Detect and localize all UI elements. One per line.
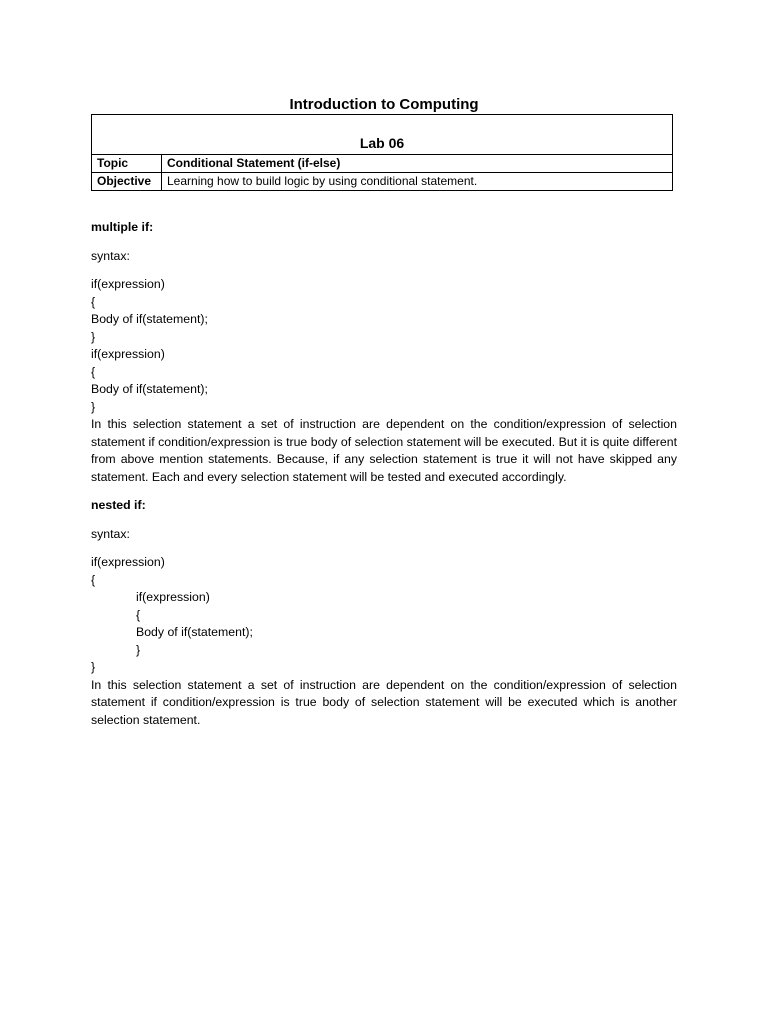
section-nested-if — [91, 497, 677, 729]
code-line: } — [91, 660, 96, 674]
code-line: if(expression) — [91, 555, 165, 569]
code-line: if(expression) — [136, 590, 210, 604]
code-line: } — [91, 329, 96, 344]
objective-label: Objective — [92, 173, 162, 191]
code-line: Body of if(statement); — [91, 312, 208, 326]
code-line: { — [91, 364, 96, 379]
topic-row — [92, 155, 673, 173]
code-block — [91, 276, 677, 416]
lab-header-table — [91, 114, 673, 191]
explanation-paragraph: In this selection statement a set of instruction are dependent on the condition/expression of selection statement if condition/expression is true body of selection statement will be executed which is another selection statement. — [91, 677, 677, 727]
code-line: if(expression) — [91, 277, 165, 291]
objective-value: Learning how to build logic by using conditional statement. — [162, 173, 673, 191]
code-line: Body of if(statement); — [91, 382, 208, 396]
code-line: Body of if(statement); — [136, 625, 253, 639]
topic-label: Topic — [92, 155, 162, 173]
syntax-label: syntax: — [91, 526, 130, 541]
code-line: } — [91, 399, 96, 414]
syntax-label: syntax: — [91, 248, 130, 263]
code-line: { — [91, 572, 96, 587]
code-line: if(expression) — [91, 347, 165, 361]
code-line: { — [136, 607, 141, 622]
explanation-paragraph: In this selection statement a set of instruction are dependent on the condition/expression of selection statement if condition/expression is true body of selection statement will be executed. But it is quite different from above mention statements. Because, if any selection statement is true it will not have skipped any statement. Each and every selection statement will be tested and executed accordingly. — [91, 417, 677, 484]
lab-number: Lab 06 — [92, 115, 673, 155]
section-heading: nested if: — [91, 498, 146, 512]
code-line: { — [91, 294, 96, 309]
code-line: } — [136, 642, 141, 657]
topic-value: Conditional Statement (if-else) — [162, 155, 673, 173]
code-block — [91, 554, 677, 677]
document-body — [91, 219, 677, 729]
section-heading: multiple if: — [91, 220, 154, 234]
lab-row — [92, 115, 673, 155]
document-title: Introduction to Computing — [289, 96, 479, 113]
section-multiple-if — [91, 219, 677, 486]
objective-row — [92, 173, 673, 191]
